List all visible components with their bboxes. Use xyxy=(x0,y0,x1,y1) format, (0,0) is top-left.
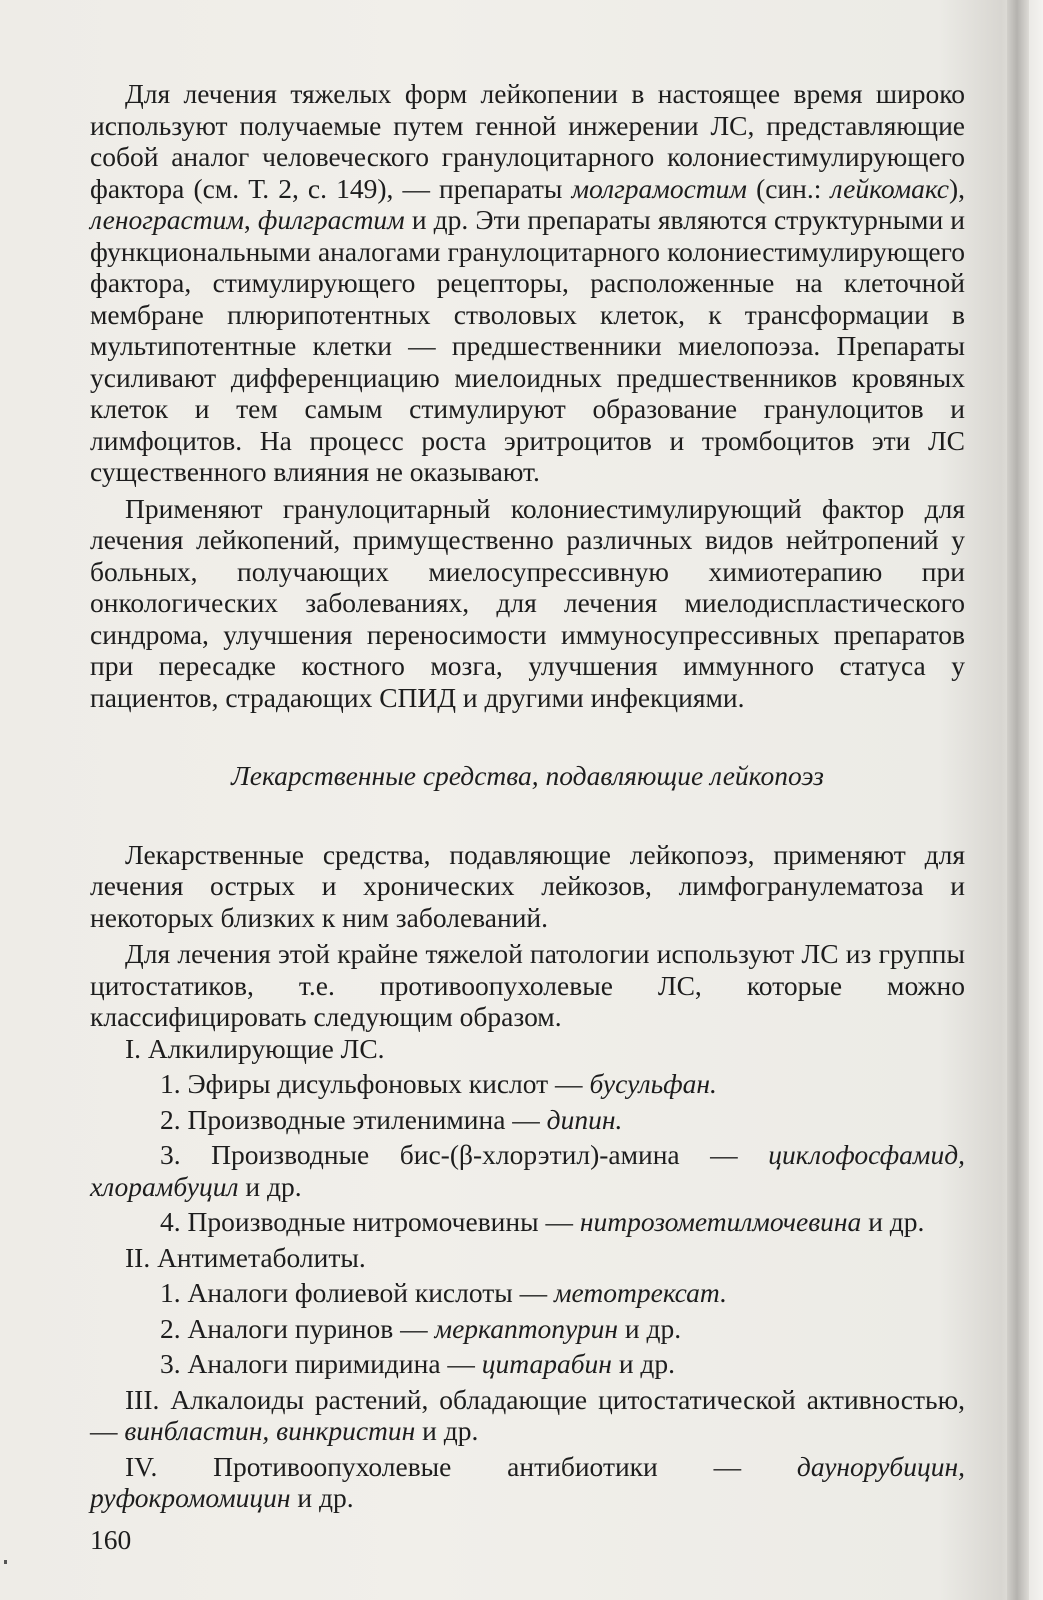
text-run: и др. xyxy=(238,1170,302,1202)
classification-subitem xyxy=(90,1139,965,1202)
text-run: IV. Противоопухолевые антибиотики — xyxy=(125,1450,797,1482)
text-run: 2. Аналоги пуринов — xyxy=(160,1312,435,1344)
italic-term: меркаптопурин xyxy=(434,1312,619,1344)
paragraph-leukopenia-treatment xyxy=(90,78,965,488)
classification-subitem xyxy=(90,1206,965,1238)
italic-term: винбластин, винкристин xyxy=(124,1415,416,1446)
text-run: и др. xyxy=(861,1206,925,1237)
italic-term: даунорубицин, руфокромомицин xyxy=(90,1450,965,1513)
scan-speck xyxy=(4,1560,7,1564)
page-number: 160 xyxy=(90,1524,132,1555)
text-run: II. Антиметаболиты. xyxy=(125,1241,366,1273)
italic-term: цитарабин xyxy=(481,1348,612,1379)
italic-term: бусульфан. xyxy=(589,1068,717,1099)
paragraph-cytostatics-intro xyxy=(90,938,965,1033)
text-run: и др. Эти препараты являются структурными и функциональными аналогами гранулоцитарного колониестимулирующего фактора, стимулирующего рецепторы, расположенные на клеточной мембране плюрипотентных стволовых клеток, к трансформации в мультипотентные клетки — предшественники миелопоэза. Препараты усиливают дифференциацию миелоидных предшественников кровяных клеток и тем самым стимулируют образование гранулоцитов и лимфоцитов. На процесс роста эритроцитов и тромбоцитов эти ЛС существенного влияния не оказывают. xyxy=(90,204,966,487)
italic-term: ленограстим xyxy=(90,204,244,235)
text-run: 1. Аналоги фолиевой кислоты — xyxy=(160,1277,554,1308)
section-subheading: Лекарственные средства, подавляющие лейкопоэз xyxy=(231,760,824,791)
italic-term: молграмостим xyxy=(571,172,747,204)
text-run: 4. Производные нитромочевины — xyxy=(160,1206,580,1237)
book-spine-shadow xyxy=(1007,0,1029,1600)
italic-term: нитрозометилмочевина xyxy=(579,1206,862,1237)
paragraph-leukopoiesis-suppressors xyxy=(90,839,965,934)
classification-group xyxy=(90,1384,965,1447)
italic-term: циклофосфамид, хлорамбуцил xyxy=(90,1139,965,1202)
text-run: и др. xyxy=(618,1312,682,1344)
italic-term: лейкомакс xyxy=(830,172,949,204)
classification-subitem xyxy=(90,1348,965,1380)
classification-group xyxy=(90,1451,965,1514)
paragraph-gcsf-indications xyxy=(90,493,965,714)
text-run: 2. Производные этиленимина — xyxy=(160,1103,547,1135)
classification-subitem xyxy=(90,1313,965,1345)
text-run: III. Алкалоиды растений, обладающие цитостатической активностью, — xyxy=(90,1383,965,1446)
text-column xyxy=(90,78,965,1514)
text-run: Для лечения этой крайне тяжелой патологии используют ЛС из группы цитостатиков, т.е. противоопухолевые ЛС, которые можно классифицировать следующим образом. xyxy=(90,938,965,1032)
text-run: и др. xyxy=(611,1348,676,1379)
text-run: и др. xyxy=(290,1482,354,1513)
classification-list xyxy=(90,1033,965,1514)
classification-subitem xyxy=(90,1277,965,1309)
text-run: Для лечения тяжелых форм лейкопении в настоящее время широко используют получаемые путем генной инжерении ЛС, представляющие собой аналог человеческого гранулоцитарного колониестимулирующего фактора (см. Т. 2, с. 149), — препараты xyxy=(90,78,965,204)
text-run: 3. Производные бис-(β-хлорэтил)-амина — xyxy=(160,1139,769,1170)
text-run: 3. Аналоги пиримидина — xyxy=(160,1348,482,1379)
text-run: ), xyxy=(948,172,965,204)
classification-subitem xyxy=(90,1068,965,1100)
text-run: , xyxy=(243,204,258,235)
text-run: Лекарственные средства, подавляющие лейкопоэз, применяют для лечения острых и хронических лейкозов, лимфогранулематоза и некоторых близких к ним заболеваний. xyxy=(90,838,965,933)
italic-term: дипин. xyxy=(546,1103,623,1135)
classification-subitem xyxy=(90,1104,965,1136)
text-run: (син.: xyxy=(746,172,831,204)
text-run: Применяют гранулоцитарный колониестимулирующий фактор для лечения лейкопений, примущественно различных видов нейтропений у больных, получающих миелосупрессивную химиотерапию при онкологических заболеваниях, для лечения миелодиспластического синдрома, улучшения переносимости иммуносупрессивных препаратов при пересадке костного мозга, улучшения иммунного статуса у пациентов, страдающих СПИД и другими инфекциями. xyxy=(90,492,965,713)
italic-term: филграстим xyxy=(257,204,405,235)
classification-group xyxy=(90,1242,965,1274)
italic-term: метотрексат. xyxy=(554,1277,727,1308)
text-run: 1. Эфиры дисульфоновых кислот — xyxy=(160,1068,590,1099)
text-run: и др. xyxy=(415,1415,479,1446)
classification-group xyxy=(90,1033,965,1065)
text-run: I. Алкилирующие ЛС. xyxy=(125,1032,385,1064)
